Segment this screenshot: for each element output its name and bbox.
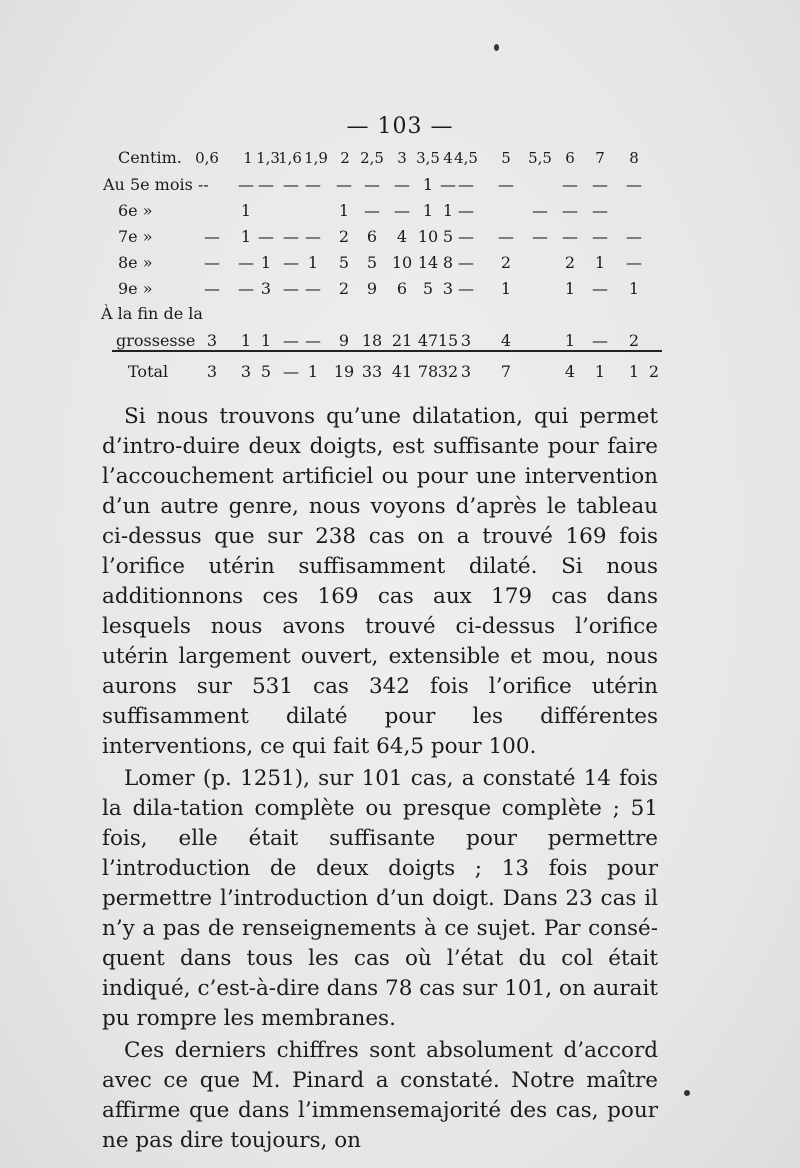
table-cell: 5 (366, 253, 378, 272)
table-cell: 9 (366, 279, 378, 298)
table-cell: — (562, 175, 578, 194)
table-cell: — (458, 175, 474, 194)
table-header-cell: 3 (397, 149, 407, 167)
table-cell: — (440, 175, 456, 194)
table-cell: — (305, 227, 321, 246)
table-header-cell: 8 (629, 149, 639, 167)
table-row (0, 225, 800, 249)
table-cell: — (305, 331, 321, 350)
table-cell: 5 (422, 279, 434, 298)
table-cell: — (204, 227, 220, 246)
table-cell: 2 (500, 253, 512, 272)
table-cell: — (592, 175, 608, 194)
table-cell: 1 (240, 201, 252, 220)
table-row-values (0, 173, 800, 197)
table-header-cell: 4,5 (454, 149, 478, 167)
paragraph: Ces derniers chiffres sont absolument d’accord avec ce que M. Pinard a constaté. Notre maître affirme que dans l’immensemajorité des cas, pour ne pas dire toujours, on (102, 1038, 658, 1153)
table-cell: 21 (391, 331, 413, 350)
paragraph: Si nous trouvons qu’une dilatation, qui permet d’intro-duire deux doigts, est suffisante pour faire l’accouchement artificiel ou pour une intervention d’un autre genre, nous voyons d’après le tableau ci-dessus que sur 238 cas on a trouvé 169 fois l’orifice utérin suffisamment dilaté. Si nous additionnons ces 169 cas aux 179 cas dans lesquels nous avons trouvé ci-dessus l’orifice utérin largement ouvert, extensible et mou, nous aurons sur 531 cas 342 fois l’orifice utérin suffisamment dilaté pour les différentes interventions, ce qui fait 64,5 pour 100. (102, 404, 658, 759)
table-cell: — (458, 253, 474, 272)
table-cell: 5 (442, 227, 454, 246)
table-cell: 3 (442, 279, 454, 298)
table-cell: — (364, 175, 380, 194)
table-header-cell: 7 (595, 149, 605, 167)
table-cell: 15 (437, 331, 459, 350)
table-total-cell: 3 (460, 362, 472, 381)
table-cell: — (238, 175, 254, 194)
table-cell: — (283, 227, 299, 246)
table-row-label: 8e » (118, 253, 153, 272)
table-header-cell: 5,5 (528, 149, 552, 167)
table-header-cell: 4 (443, 149, 453, 167)
table-cell: — (562, 227, 578, 246)
table-cell: — (258, 227, 274, 246)
table-cell: — (592, 227, 608, 246)
table-cell: 4 (396, 227, 408, 246)
table-row-label-continued: grossesse (116, 331, 196, 350)
table-cell: — (626, 175, 642, 194)
table-cell: — (626, 253, 642, 272)
table-cell: 1 (240, 331, 252, 350)
table-header-cell: 3,5 (416, 149, 440, 167)
table-cell: 1 (594, 253, 606, 272)
table-cell: 1 (628, 279, 640, 298)
table-row-label: À la fin de la (101, 304, 203, 323)
table-cell: 1 (240, 227, 252, 246)
table-cell: — (592, 201, 608, 220)
table-cell: — (283, 331, 299, 350)
table-cell: — (532, 227, 548, 246)
table-cell: 8 (442, 253, 454, 272)
table-total-values (0, 360, 800, 384)
table-row-values (0, 225, 800, 249)
table-total-cell: — (283, 362, 299, 381)
table-cell: 3 (206, 331, 218, 350)
table-total-cell: 7 (500, 362, 512, 381)
table-header-cell: 0,6 (195, 149, 219, 167)
table-row-values (0, 199, 800, 223)
table-cell: — (283, 279, 299, 298)
table-total-cell: 2 (648, 362, 660, 381)
table-cell: 1 (307, 253, 319, 272)
table-cell: — (336, 175, 352, 194)
table-total-row (0, 360, 800, 384)
table-header-cell: 1,3 (256, 149, 280, 167)
table-cell: — (626, 227, 642, 246)
table-cell: 5 (338, 253, 350, 272)
table-cell: 10 (417, 227, 439, 246)
table-cell: 3 (260, 279, 272, 298)
table-header-values (0, 146, 800, 170)
table-cell: 1 (564, 279, 576, 298)
table-header-cell: 2 (340, 149, 350, 167)
table-cell: — (458, 227, 474, 246)
table-total-cell: 5 (260, 362, 272, 381)
table-cell: — (283, 175, 299, 194)
table-header-label: Centim. (118, 148, 182, 167)
table-total-cell: 4 (564, 362, 576, 381)
table-cell: 47 (417, 331, 439, 350)
dilatation-table (0, 146, 800, 386)
table-cell: — (204, 253, 220, 272)
table-row (0, 251, 800, 275)
ink-speck (684, 1090, 690, 1096)
table-total-cell: 1 (628, 362, 640, 381)
table-cell: — (592, 279, 608, 298)
table-cell: 1 (260, 331, 272, 350)
table-header-cell: 1 (243, 149, 253, 167)
table-cell: — (394, 201, 410, 220)
table-cell: 1 (338, 201, 350, 220)
table-cell: 1 (500, 279, 512, 298)
table-row-label: Au 5e mois -- (103, 175, 209, 194)
paragraph: Lomer (p. 1251), sur 101 cas, a constaté 14 fois la dila-tation complète ou presque complète ; 51 fois, elle était suffisante pour permettre l’introduction de deux doigts ; 13 fois pour permettre l’introduction d’un doigt. Dans 23 cas il n’y a pas de renseignements à ce sujet. Par consé-quent dans tous les cas où l’état du col était indiqué, c’est-à-dire dans 78 cas sur 101, on aurait pu rompre les membranes. (102, 766, 658, 1031)
table-cell: — (532, 201, 548, 220)
table-cell: — (258, 175, 274, 194)
table-header-cell: 5 (501, 149, 511, 167)
table-cell: — (394, 175, 410, 194)
table-row-values (0, 277, 800, 301)
page-number: — 103 — (346, 114, 454, 139)
table-cell: 1 (260, 253, 272, 272)
table-cell: 6 (396, 279, 408, 298)
table-total-cell: 32 (437, 362, 459, 381)
table-cell: — (305, 279, 321, 298)
table-cell: — (283, 253, 299, 272)
table-cell: 2 (338, 227, 350, 246)
table-cell: 9 (338, 331, 350, 350)
table-cell: 4 (500, 331, 512, 350)
table-cell: 2 (628, 331, 640, 350)
table-cell: — (458, 201, 474, 220)
table-cell: 6 (366, 227, 378, 246)
table-cell: 2 (338, 279, 350, 298)
table-row (0, 173, 800, 197)
table-total-cell: 3 (206, 362, 218, 381)
table-total-cell: 19 (333, 362, 355, 381)
table-total-cell: 78 (417, 362, 439, 381)
table-total-cell: 41 (391, 362, 413, 381)
table-header-cell: 6 (565, 149, 575, 167)
table-cell: — (562, 201, 578, 220)
table-cell: 1 (442, 201, 454, 220)
table-header-cell: 1,6 (278, 149, 302, 167)
table-cell: 1 (422, 201, 434, 220)
table-cell: — (364, 201, 380, 220)
table-cell: — (458, 279, 474, 298)
table-cell: — (238, 279, 254, 298)
table-cell: 2 (564, 253, 576, 272)
table-header-row (0, 146, 800, 170)
table-header-cell: 2,5 (360, 149, 384, 167)
table-row-values (0, 251, 800, 275)
table-cell: — (592, 331, 608, 350)
table-row-label: 9e » (118, 279, 153, 298)
table-row-label: 6e » (118, 201, 153, 220)
table-cell: 1 (564, 331, 576, 350)
table-row (0, 199, 800, 223)
table-cell: — (204, 279, 220, 298)
table-total-cell: 1 (307, 362, 319, 381)
table-cell: 1 (422, 175, 434, 194)
table-cell: — (498, 175, 514, 194)
ink-speck (494, 44, 499, 51)
table-row (0, 277, 800, 301)
table-total-cell: 1 (594, 362, 606, 381)
table-cell: 18 (361, 331, 383, 350)
table-cell: 10 (391, 253, 413, 272)
table-total-rule (112, 350, 662, 352)
table-cell: 14 (417, 253, 439, 272)
table-total-label: Total (128, 362, 169, 381)
body-text (102, 402, 658, 1156)
table-total-cell: 33 (361, 362, 383, 381)
table-header-cell: 1,9 (304, 149, 328, 167)
table-cell: — (498, 227, 514, 246)
table-total-cell: 3 (240, 362, 252, 381)
table-cell: — (238, 253, 254, 272)
table-cell: 3 (460, 331, 472, 350)
table-cell: — (305, 175, 321, 194)
table-row-label: 7e » (118, 227, 153, 246)
